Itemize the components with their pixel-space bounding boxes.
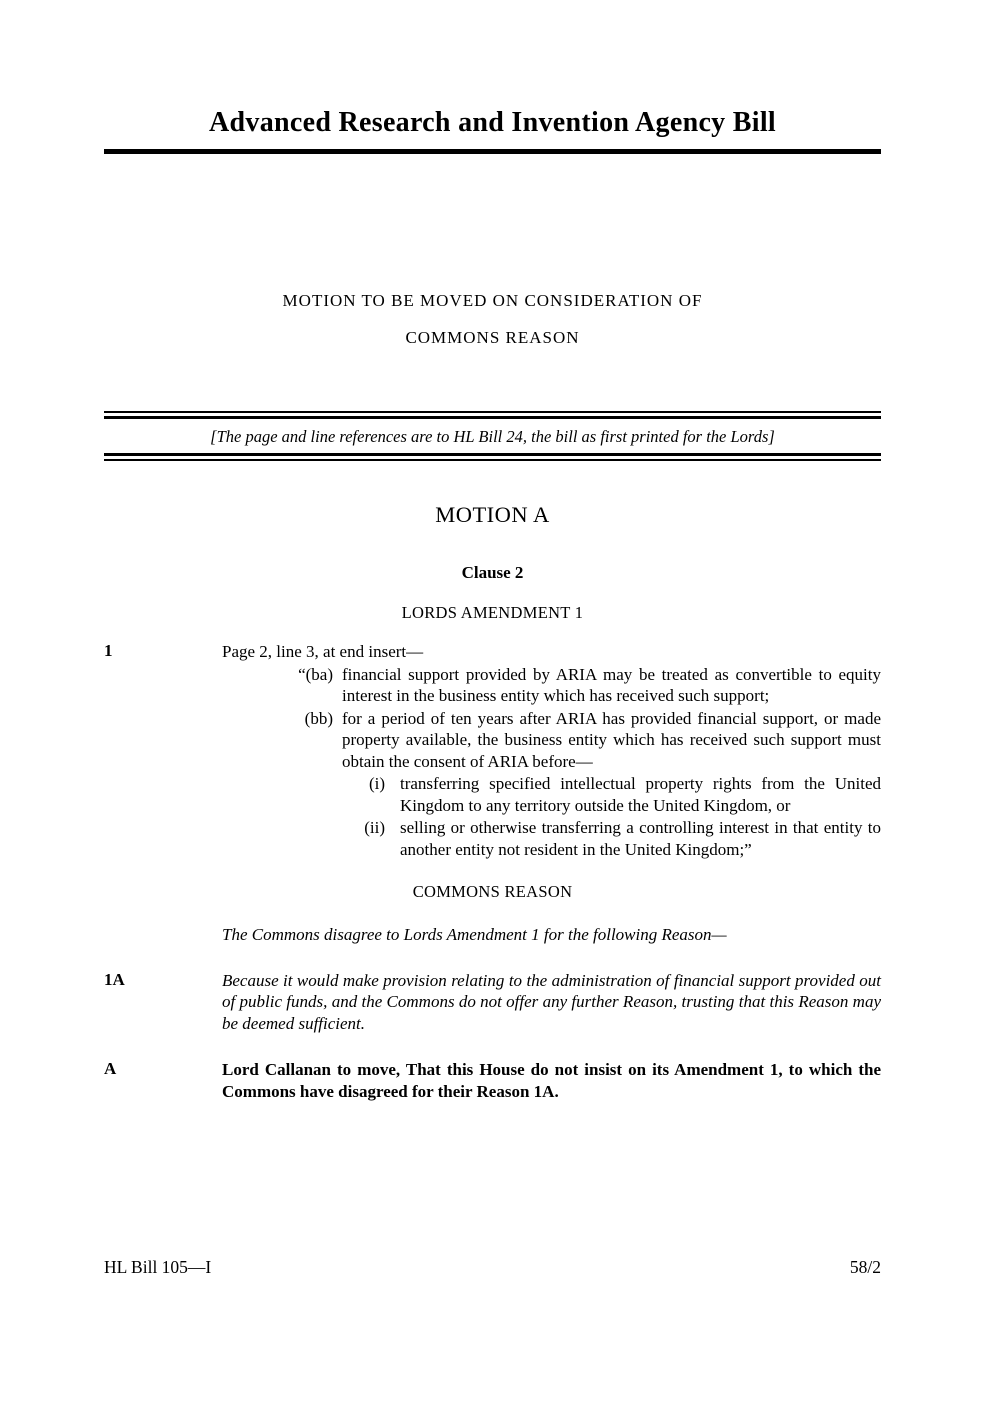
motion-to-move-number: A bbox=[104, 1059, 117, 1078]
subparagraph-i-label: (i) bbox=[368, 774, 385, 793]
amendment-1-lead: Page 2, line 3, at end insert— bbox=[222, 642, 424, 661]
footer-bill-number: HL Bill 105—I bbox=[104, 1257, 212, 1277]
amendment-1-body bbox=[222, 641, 881, 860]
reason-1a-text: Because it would make provision relating to the administration of financial support provided out of public funds, and the Commons do not offer any further Reason, trusting that this Reason may be deemed sufficient. bbox=[222, 970, 881, 1033]
motion-to-move-text: Lord Callanan to move, That this House do not insist on its Amendment 1, to which the Commons have disagreed for their Reason 1A. bbox=[222, 1060, 881, 1101]
subparagraph-ii-label: (ii) bbox=[364, 818, 385, 837]
motion-type-line2: COMMONS REASON bbox=[405, 328, 580, 347]
subparagraph-i bbox=[222, 773, 881, 816]
reference-box-bottom-rule bbox=[104, 453, 881, 461]
reference-box-top-rule bbox=[104, 411, 881, 419]
clause-heading: Clause 2 bbox=[461, 563, 524, 582]
commons-reason-intro: The Commons disagree to Lords Amendment 1 for the following Reason— bbox=[222, 925, 727, 944]
lords-amendment-heading: LORDS AMENDMENT 1 bbox=[401, 603, 584, 622]
footer-session-number: 58/2 bbox=[849, 1257, 881, 1277]
reason-1a-number: 1A bbox=[104, 969, 125, 989]
subsection-ba-label: “(ba) bbox=[298, 664, 333, 684]
subsection-bb-text: for a period of ten years after ARIA has provided financial support, or made property available, the business entity which has received such support must obtain the consent of ARIA before— bbox=[342, 708, 881, 771]
amendment-1 bbox=[104, 641, 881, 860]
motion-to-move bbox=[104, 1059, 881, 1102]
motion-a-heading: MOTION A bbox=[435, 502, 550, 527]
motion-type-heading bbox=[104, 290, 881, 349]
subsection-bb-label: (bb) bbox=[304, 708, 333, 728]
subparagraph-ii bbox=[222, 817, 881, 860]
reference-note-box bbox=[104, 411, 881, 461]
subparagraph-i-text: transferring specified intellectual property rights from the United Kingdom to any territory outside the United Kingdom, or bbox=[400, 774, 881, 815]
subsection-bb bbox=[222, 708, 881, 773]
subsection-ba-text: financial support provided by ARIA may be treated as convertible to equity interest in the business entity which has received such support; bbox=[342, 664, 881, 705]
title-rule bbox=[104, 149, 881, 154]
motion-type-line1: MOTION TO BE MOVED ON CONSIDERATION OF bbox=[282, 291, 703, 310]
bill-title: Advanced Research and Invention Agency Bill bbox=[209, 107, 776, 138]
subparagraph-ii-text: selling or otherwise transferring a controlling interest in that entity to another entity not resident in the United Kingdom;” bbox=[400, 818, 881, 859]
reason-1a bbox=[104, 970, 881, 1035]
commons-reason-heading: COMMONS REASON bbox=[412, 882, 573, 901]
amendment-1-number: 1 bbox=[104, 641, 113, 660]
reference-note: [The page and line references are to HL Bill 24, the bill as first printed for the Lords] bbox=[210, 427, 775, 446]
page-footer bbox=[104, 1257, 881, 1278]
subsection-ba bbox=[222, 664, 881, 707]
